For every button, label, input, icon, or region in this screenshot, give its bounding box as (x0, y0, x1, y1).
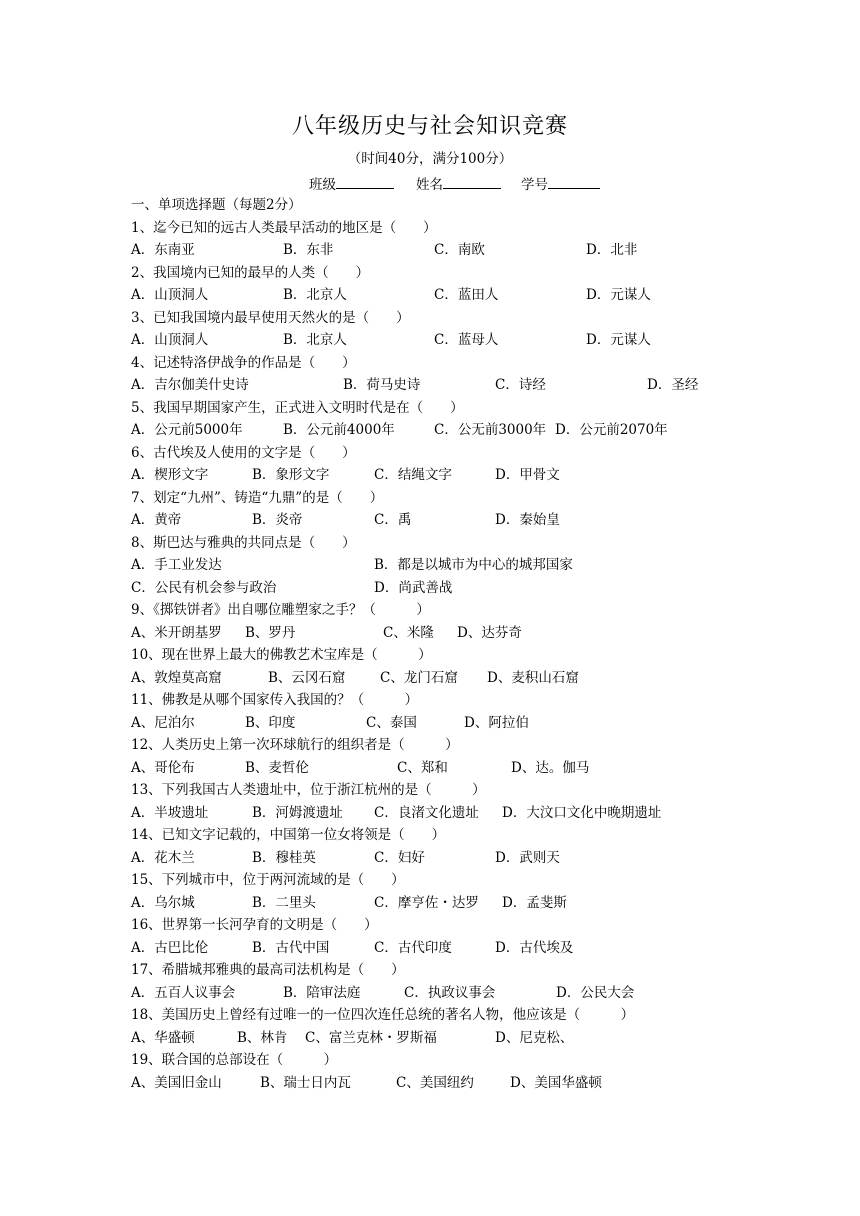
answer-option: C．良渚文化遗址 (374, 804, 479, 821)
answer-option: A．楔形文字 (131, 467, 209, 483)
answer-options-row (131, 509, 831, 532)
answer-option: B．北京人 (283, 332, 347, 348)
answer-option: B、云冈石窟 (268, 669, 346, 686)
answer-option: C．禹 (374, 512, 412, 528)
student-id-field (521, 173, 600, 193)
answer-options-row (131, 554, 831, 577)
answer-options-row (131, 757, 831, 780)
question-text: 15、下列城市中，位于两河流域的是（ ） (131, 872, 405, 888)
answer-option: D、美国华盛顿 (510, 1074, 602, 1091)
answer-option: A．山顶洞人 (131, 287, 209, 303)
answer-options-row (131, 1072, 831, 1095)
answer-option: C．摩亨佐・达罗 (374, 894, 479, 911)
answer-options-row (131, 892, 831, 915)
page-title: 八年级历史与社会知识竞赛 (291, 114, 568, 139)
answer-option: A、米开朗基罗 (131, 624, 222, 641)
answer-option: B、印度 (245, 714, 296, 731)
answer-options-row (131, 577, 831, 600)
answer-option: D、麦积山石窟 (487, 669, 579, 686)
answer-option: A．黄帝 (131, 512, 182, 528)
question-list (131, 194, 831, 1094)
answer-option: B、林肯 (237, 1029, 288, 1046)
question-text: 13、下列我国古人类遗址中，位于浙江杭州的是（ ） (131, 782, 486, 798)
answer-option: B．公元前4000年 (283, 422, 395, 438)
question-text: 5、我国早期国家产生，正式进入文明时代是在（ ） (131, 399, 464, 416)
answer-option: B、瑞士日内瓦 (260, 1074, 351, 1091)
answer-option: B．陪审法庭 (283, 984, 361, 1001)
answer-option: D、阿拉伯 (464, 714, 529, 731)
question-text: 16、世界第一长河孕育的文明是（ ） (131, 917, 378, 933)
answer-option: D．大汶口文化中晚期遗址 (502, 804, 662, 821)
answer-option: D、达芬奇 (457, 624, 522, 641)
answer-option: B．穆桂英 (252, 849, 316, 866)
answer-option: D．秦始皇 (495, 512, 560, 528)
question-text: 18、美国历史上曾经有过唯一的一位四次连任总统的著名人物，他应该是（ ） (131, 1007, 635, 1023)
answer-option: A、敦煌莫高窟 (131, 669, 222, 686)
answer-option: A．五百人议事会 (131, 984, 236, 1001)
section-title: 一、单项选择题（每题2分） (131, 197, 302, 213)
answer-option: C．结绳文字 (374, 467, 452, 483)
answer-option: B、麦哲伦 (245, 759, 309, 776)
question-text: 3、已知我国境内最早使用天然火的是（ ） (131, 309, 410, 326)
answer-options-row (131, 239, 831, 262)
question-text: 6、古代埃及人使用的文字是（ ） (131, 444, 356, 461)
answer-option: C．蓝田人 (434, 287, 499, 303)
answer-option: A．手工业发达 (131, 557, 222, 573)
name-blank (443, 174, 501, 189)
answer-option: A．吉尔伽美什史诗 (131, 377, 249, 393)
answer-option: C．古代印度 (374, 939, 452, 956)
answer-option: B．荷马史诗 (343, 377, 421, 393)
student-info-row (0, 173, 860, 195)
answer-option: C．蓝母人 (434, 332, 499, 348)
class-blank (336, 174, 394, 189)
class-field (309, 173, 394, 193)
answer-option: C．妇好 (374, 849, 425, 866)
answer-option: C、郑和 (397, 759, 448, 776)
answer-option: A．东南亚 (131, 242, 195, 258)
answer-option: C．诗经 (495, 377, 546, 393)
answer-options-row (131, 667, 831, 690)
answer-option: B．二里头 (252, 894, 316, 911)
answer-option: D．北非 (586, 242, 638, 258)
answer-option: D．元谋人 (586, 287, 651, 303)
answer-option: A、哥伦布 (131, 759, 195, 776)
answer-option: B、罗丹 (245, 624, 296, 641)
question-text: 19、联合国的总部设在（ ） (131, 1052, 338, 1068)
question-text: 10、现在世界上最大的佛教艺术宝库是（ ） (131, 647, 432, 663)
class-label: 班级 (309, 177, 336, 193)
answer-options-row (131, 622, 831, 645)
answer-option: C、富兰克林・罗斯福 (305, 1029, 437, 1046)
answer-options-row (131, 329, 831, 352)
name-label: 姓名 (416, 177, 443, 193)
question-text: 17、希腊城邦雅典的最高司法机构是（ ） (131, 962, 405, 978)
answer-option: D．公民大会 (556, 984, 635, 1001)
answer-option: A．山顶洞人 (131, 332, 209, 348)
answer-option: C、泰国 (366, 714, 417, 731)
question-text: 2、我国境内已知的最早的人类（ ） (131, 264, 370, 281)
answer-option: B．东非 (283, 242, 334, 258)
answer-option: C．公无前3000年 (434, 422, 547, 438)
answer-option: A、尼泊尔 (131, 714, 195, 731)
answer-option: A．半坡遗址 (131, 804, 209, 821)
answer-options-row (131, 802, 831, 825)
answer-options-row (131, 712, 831, 735)
question-text: 11、佛教是从哪个国家传入我国的？（ ） (131, 692, 419, 708)
answer-options-row (131, 374, 831, 397)
answer-options-row (131, 464, 831, 487)
answer-option: C、龙门石窟 (380, 669, 458, 686)
answer-options-row (131, 1027, 831, 1050)
question-text: 8、斯巴达与雅典的共同点是（ ） (131, 534, 356, 551)
answer-option: B．炎帝 (252, 512, 303, 528)
answer-options-row (131, 937, 831, 960)
time-and-score-note: （时间40分，满分100分） (347, 151, 513, 167)
answer-option: C．南欧 (434, 242, 485, 258)
answer-options-row (131, 982, 831, 1005)
answer-option: B．北京人 (283, 287, 347, 303)
answer-option: A．古巴比伦 (131, 939, 209, 956)
question-text: 7、划定“九州”、铸造“九鼎”的是（ ） (131, 489, 384, 506)
answer-option: C．公民有机会参与政治 (131, 579, 277, 596)
question-text: 12、人类历史上第一次环球航行的组织者是（ ） (131, 737, 459, 753)
answer-option: A．花木兰 (131, 849, 195, 866)
answer-option: B．都是以城市为中心的城邦国家 (374, 557, 573, 573)
name-field (416, 173, 501, 193)
answer-option: A、美国旧金山 (131, 1074, 222, 1091)
answer-option: B．古代中国 (252, 939, 330, 956)
question-text: 4、记述特洛伊战争的作品是（ ） (131, 354, 356, 371)
answer-option: C、米隆 (383, 624, 434, 641)
answer-option: D．孟斐斯 (502, 894, 567, 911)
answer-option: D．武则天 (495, 849, 560, 866)
answer-option: D．甲骨文 (495, 467, 560, 483)
answer-option: B．象形文字 (252, 467, 330, 483)
answer-option: D、尼克松、 (495, 1029, 574, 1046)
question-text: 14、已知文字记载的，中国第一位女将领是（ ） (131, 827, 446, 843)
answer-option: A．公元前5000年 (131, 422, 243, 438)
answer-option: A．乌尔城 (131, 894, 195, 911)
answer-option: B．河姆渡遗址 (252, 804, 343, 821)
question-text: 1、迄今已知的远古人类最早活动的地区是（ ） (131, 219, 437, 236)
answer-option: D．古代埃及 (495, 939, 574, 956)
student-id-label: 学号 (521, 177, 548, 193)
answer-options-row (131, 419, 831, 442)
answer-option: A、华盛顿 (131, 1029, 195, 1046)
answer-options-row (131, 284, 831, 307)
answer-option: D．尚武善战 (374, 579, 453, 596)
student-id-blank (548, 174, 600, 189)
answer-option: C、美国纽约 (396, 1074, 474, 1091)
answer-option: D．元谋人 (586, 332, 651, 348)
answer-option: D．圣经 (647, 377, 699, 393)
answer-option: D．公元前2070年 (555, 422, 668, 438)
answer-options-row (131, 847, 831, 870)
question-text: 9、《掷铁饼者》出自哪位雕塑家之手？（ ） (131, 602, 430, 618)
answer-option: C．执政议事会 (404, 984, 496, 1001)
answer-option: D、达。伽马 (511, 759, 590, 776)
